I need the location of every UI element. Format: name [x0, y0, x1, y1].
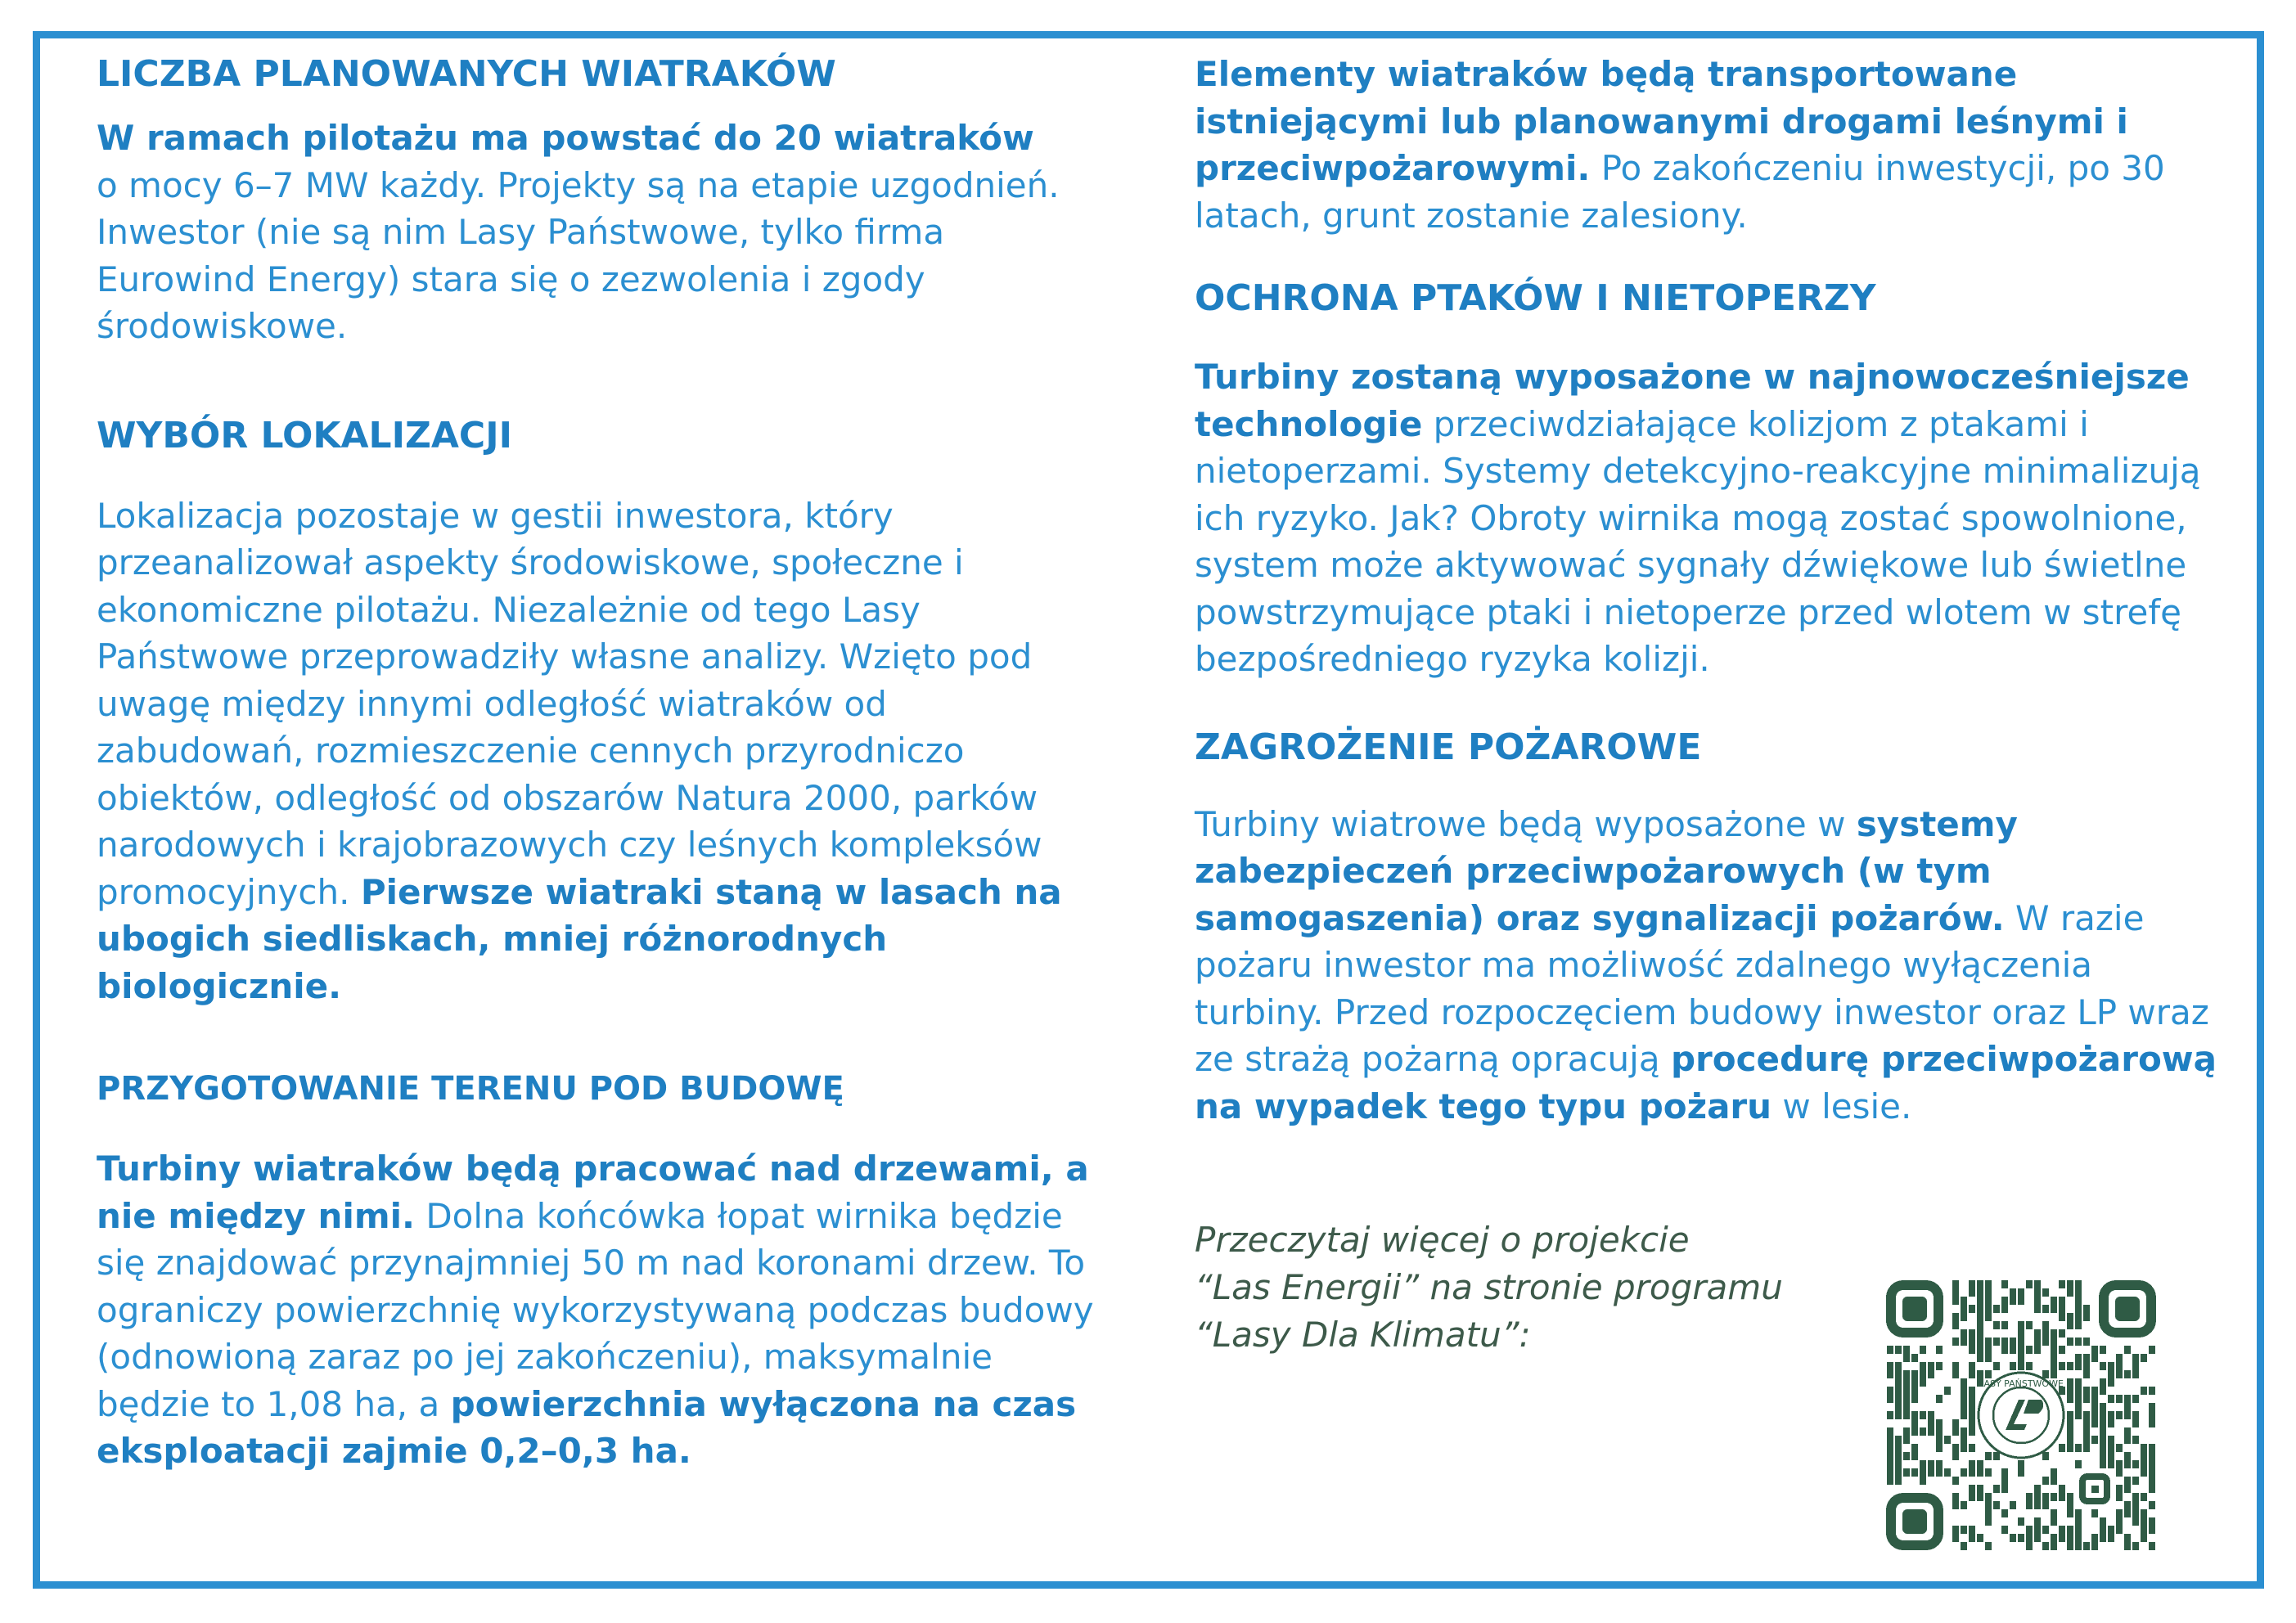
bold-zagrozenie-2: procedurę przeciwpożarową na wypadek tego typu pożaru: [1195, 1039, 2217, 1126]
bold-zagrozenie-1: systemy zabezpieczeń przeciwpożarowych (w tym samogaszenia) oraz sygnalizacji pożarów.: [1195, 803, 2018, 938]
paragraph-wybor: [97, 492, 1103, 1010]
text-transport: Po zakończeniu inwestycji, po 30 latach, grunt zostanie zalesiony.: [1195, 148, 2165, 236]
heading-ochrona: OCHRONA PTAKÓW I NIETOPERZY: [1195, 277, 1876, 319]
bold-ochrona: Turbiny zostaną wyposażone w najnowocześniejsze technologie: [1195, 357, 2190, 444]
paragraph-liczba: [97, 115, 1103, 350]
qr-code-icon[interactable]: [1886, 1280, 2156, 1550]
left-column: [97, 51, 1103, 1475]
heading-zagrozenie: ZAGROŻENIE POŻAROWE: [1195, 726, 1702, 768]
heading-przygotowanie: PRZYGOTOWANIE TERENU POD BUDOWĘ: [97, 1070, 844, 1108]
text-zagrozenie-3: w lesie.: [1772, 1086, 1912, 1126]
lasy-panstwowe-logo-icon: [1979, 1373, 2064, 1458]
text-zagrozenie-1: Turbiny wiatrowe będą wyposażone w: [1195, 803, 1857, 844]
text-ochrona: przeciwdziałające kolizjom z ptakami i nietoperzami. Systemy detekcyjno-reakcyjne minimalizują ich ryzyko. Jak? Obroty wirnika mogą zostać spowolnione, system może aktywować sygnały dźwiękowe lub świetlne powstrzymujące ptaki i nietoperze przed wlotem w strefę bezpośredniego ryzyka kolizji.: [1195, 403, 2201, 679]
bold-transport: Elementy wiatraków będą transportowane istniejącymi lub planowanymi drogami leśnymi i przeciwpożarowymi.: [1195, 54, 2128, 188]
qr-caption-line-3: “Lasy Dla Klimatu”:: [1195, 1315, 1531, 1355]
right-column: [1195, 51, 2226, 1359]
bold-przygotowanie-1: Turbiny wiatraków będą pracować nad drzewami, a nie między nimi.: [97, 1149, 1089, 1236]
logo-text: LASY PAŃSTWOWE: [1979, 1378, 2064, 1389]
bold-wybor: Pierwsze wiatraki staną w lasach na ubogich siedliskach, mniej różnorodnych biologicznie.: [97, 871, 1062, 1006]
paragraph-przygotowanie: [97, 1145, 1103, 1475]
qr-caption-line-1: Przeczytaj więcej o projekcie: [1195, 1220, 1690, 1260]
bold-liczba: W ramach pilotażu ma powstać do 20 wiatraków: [97, 118, 1034, 158]
text-liczba: o mocy 6–7 MW każdy. Projekty są na etapie uzgodnień. Inwestor (nie są nim Lasy Państwowe, tylko firma Eurowind Energy) stara się o zezwolenia i zgody środowiskowe.: [97, 164, 1060, 346]
paragraph-zagrozenie: [1195, 801, 2226, 1131]
text-zagrozenie-2: W razie pożaru inwestor ma możliwość zdalnego wyłączenia turbiny. Przed rozpoczęciem budowy inwestor oraz LP wraz ze strażą pożarną opracują: [1195, 897, 2209, 1079]
heading-wybor: WYBÓR LOKALIZACJI: [97, 414, 512, 456]
text-wybor: Lokalizacja pozostaje w gestii inwestora, który przeanalizował aspekty środowiskowe, społeczne i ekonomiczne pilotażu. Niezależnie od tego Lasy Państwowe przeprowadziły własne analizy. Wzięto pod uwagę między innymi odległość wiatraków od zabudowań, rozmieszczenie cennych przyrodniczo obiektów, odległość od obszarów Natura 2000, parków narodowych i krajobrazowych czy leśnych kompleksów promocyjnych.: [97, 495, 1042, 912]
bold-przygotowanie-2: powierzchnia wyłączona na czas eksploatacji zajmie 0,2–0,3 ha.: [97, 1383, 1077, 1471]
paragraph-ochrona: [1195, 353, 2226, 683]
heading-liczba: LICZBA PLANOWANYCH WIATRAKÓW: [97, 53, 836, 95]
text-przygotowanie: Dolna końcówka łopat wirnika będzie się znajdować przynajmniej 50 m nad koronami drzew. To ograniczy powierzchnię wykorzystywaną podczas budowy (odnowioną zaraz po jej zakończeniu), maksymalnie będzie to 1,08 ha, a: [97, 1195, 1094, 1424]
qr-caption-line-2: “Las Energii” na stronie programu: [1195, 1267, 1783, 1307]
paragraph-transport: [1195, 51, 2226, 239]
